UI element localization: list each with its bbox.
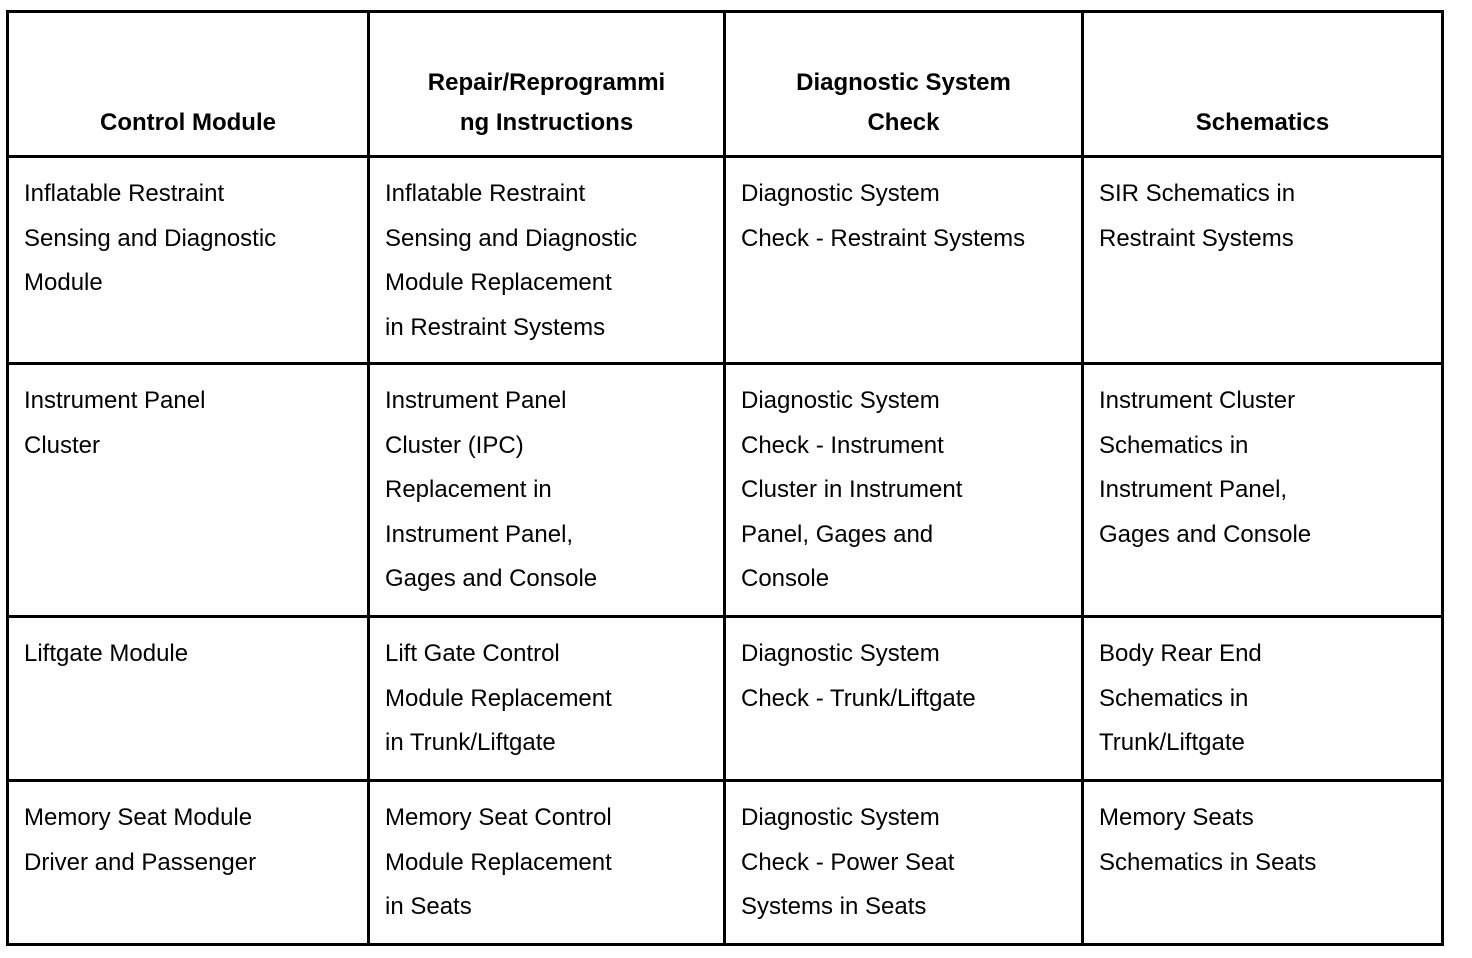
cell-diagnostic-check: Diagnostic System Check - Instrument Cluster in Instrument Panel, Gages and Console (725, 364, 1083, 617)
cell-control-module: Liftgate Module (8, 617, 369, 781)
table-header-row (8, 12, 1443, 157)
cell-schematics: Memory Seats Schematics in Seats (1083, 781, 1443, 945)
header-schematics: Schematics (1083, 12, 1443, 157)
cell-repair-instructions: Inflatable Restraint Sensing and Diagnostic Module Replacement in Restraint Systems (369, 157, 725, 364)
table-row (8, 617, 1443, 781)
cell-diagnostic-check: Diagnostic System Check - Trunk/Liftgate (725, 617, 1083, 781)
cell-diagnostic-check: Diagnostic System Check - Restraint Systems (725, 157, 1083, 364)
table-row (8, 364, 1443, 617)
cell-schematics: SIR Schematics in Restraint Systems (1083, 157, 1443, 364)
control-module-table (6, 10, 1444, 946)
cell-control-module: Inflatable Restraint Sensing and Diagnostic Module (8, 157, 369, 364)
header-diagnostic-check: Diagnostic System Check (725, 12, 1083, 157)
header-control-module: Control Module (8, 12, 369, 157)
cell-schematics: Instrument Cluster Schematics in Instrument Panel, Gages and Console (1083, 364, 1443, 617)
cell-control-module: Memory Seat Module Driver and Passenger (8, 781, 369, 945)
cell-repair-instructions: Instrument Panel Cluster (IPC) Replacement in Instrument Panel, Gages and Console (369, 364, 725, 617)
cell-repair-instructions: Memory Seat Control Module Replacement in Seats (369, 781, 725, 945)
table-row (8, 781, 1443, 945)
cell-repair-instructions: Lift Gate Control Module Replacement in Trunk/Liftgate (369, 617, 725, 781)
cell-control-module: Instrument Panel Cluster (8, 364, 369, 617)
table-row (8, 157, 1443, 364)
header-repair-instructions: Repair/Reprogrammi ng Instructions (369, 12, 725, 157)
cell-schematics: Body Rear End Schematics in Trunk/Liftgate (1083, 617, 1443, 781)
cell-diagnostic-check: Diagnostic System Check - Power Seat Systems in Seats (725, 781, 1083, 945)
